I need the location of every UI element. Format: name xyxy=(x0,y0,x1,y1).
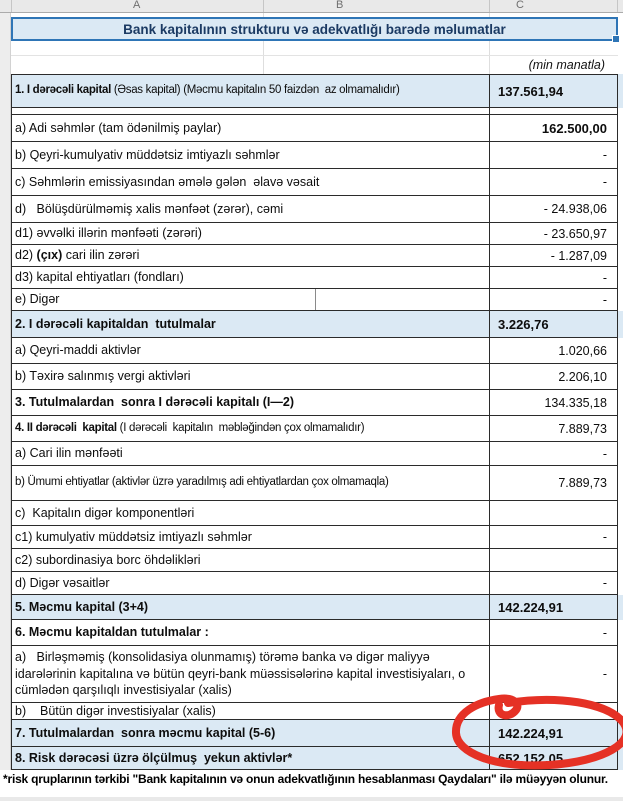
unit-note-cell[interactable] xyxy=(11,55,618,74)
table-row xyxy=(11,115,623,142)
row-2-deductions-label[interactable]: 2. I dərəcəli kapitaldan tutulmalar xyxy=(11,311,489,338)
column-header-c[interactable]: C xyxy=(516,0,524,11)
row-7-capital-after-deductions-label[interactable]: 7. Tutulmalardan sonra məcmu kapital (5-6) xyxy=(11,720,489,747)
row-4a-value[interactable]: - xyxy=(489,442,618,466)
sheet-title-cell[interactable] xyxy=(11,17,618,41)
row-1d-value[interactable]: - 24.938,06 xyxy=(489,196,618,223)
row-6a-value[interactable]: - xyxy=(489,646,618,703)
row-1d-label[interactable]: d) Bölüşdürülməmiş xalis mənfəət (zərər), cəmi xyxy=(11,196,489,223)
row-4d-label[interactable]: d) Digər vəsaitlər xyxy=(11,572,489,595)
table-row xyxy=(11,142,623,169)
row-1d2-value[interactable]: - 1.287,09 xyxy=(489,245,618,267)
table-row xyxy=(11,416,623,442)
row-4c2-label[interactable]: c2) subordinasiya borc öhdəlikləri xyxy=(11,549,489,572)
row-1b-label[interactable]: b) Qeyri-kumulyativ müddətsiz imtiyazlı səhmlər xyxy=(11,142,489,169)
column-header-strip xyxy=(0,0,623,13)
row-8-risk-weighted-assets-label[interactable]: 8. Risk dərəcəsi üzrə ölçülmuş yekun aktivlər* xyxy=(11,747,489,770)
table-row xyxy=(11,245,623,267)
table-row xyxy=(11,526,623,549)
table-row xyxy=(11,390,623,416)
row-2a-value[interactable]: 1.020,66 xyxy=(489,338,618,364)
row-2b-value[interactable]: 2.206,10 xyxy=(489,364,618,390)
row-1b-value[interactable]: - xyxy=(489,142,618,169)
table-row xyxy=(11,549,623,572)
table-row xyxy=(11,289,623,311)
row-1e-value[interactable]: - xyxy=(489,289,618,311)
row-4-value[interactable]: 7.889,73 xyxy=(489,416,618,442)
row-4c1-label[interactable]: c1) kumulyativ müddətsiz imtiyazlı səhmlər xyxy=(11,526,489,549)
row-3-value[interactable]: 134.335,18 xyxy=(489,390,618,416)
column-divider xyxy=(11,0,12,12)
sheet-title: Bank kapitalının strukturu və adekvatlığı barədə məlumatlar xyxy=(123,21,506,37)
selection-fill-handle[interactable] xyxy=(612,35,620,43)
row-2-value[interactable]: 3.226,76 xyxy=(489,311,618,338)
column-divider xyxy=(489,0,490,12)
table-row xyxy=(11,169,623,196)
table-row xyxy=(11,720,623,747)
unit-note: (min manatla) xyxy=(528,58,605,72)
table-row xyxy=(11,74,623,108)
row-1e-label[interactable]: e) Digər xyxy=(11,289,489,311)
row-6b-label[interactable]: b) Bütün digər investisiyalar (xalis) xyxy=(11,703,489,720)
table-row xyxy=(11,646,623,703)
row-4c-value[interactable] xyxy=(489,501,618,526)
row-1d1-value[interactable]: - 23.650,97 xyxy=(489,223,618,245)
row-4b-value[interactable]: 7.889,73 xyxy=(489,466,618,501)
table-row xyxy=(11,338,623,364)
row-1a-value[interactable]: 162.500,00 xyxy=(489,115,618,142)
table-row xyxy=(11,466,623,501)
row-4c2-value[interactable] xyxy=(489,549,618,572)
table-row xyxy=(11,747,623,770)
row-4b-label[interactable]: b) Ümumi ehtiyatlar (aktivlər üzrə yaradılmış adi ehtiyatlardan çox olmamaqla) xyxy=(11,466,489,501)
row-1-tier1-capital-label[interactable]: 1. I dərəcəli kapital (Əsas kapital) (Məcmu kapitalın 50 faizdən az olmamalıdır) xyxy=(11,74,489,108)
row-1d2-label[interactable]: d2) (çıx) cari ilin zərəri xyxy=(11,245,489,267)
row-8-value[interactable]: 652.152,05 xyxy=(489,747,618,770)
column-divider xyxy=(617,0,618,12)
row-6-total-deductions-label[interactable]: 6. Məcmu kapitaldan tutulmalar : xyxy=(11,620,489,646)
table-row xyxy=(11,364,623,390)
row-3-tier1-after-deductions-label[interactable]: 3. Tutulmalardan sonra I dərəcəli kapitalı (I—2) xyxy=(11,390,489,416)
row-5-total-capital-label[interactable]: 5. Məcmu kapital (3+4) xyxy=(11,595,489,620)
column-divider xyxy=(263,0,264,12)
table-row xyxy=(11,196,623,223)
row-4c-label[interactable]: c) Kapitalın digər komponentləri xyxy=(11,501,489,526)
row-4d-value[interactable]: - xyxy=(489,572,618,595)
row-1d3-value[interactable]: - xyxy=(489,267,618,289)
row-number-gutter xyxy=(0,13,11,770)
row-1a-label[interactable]: a) Adi səhmlər (tam ödənilmiş paylar) xyxy=(11,115,489,142)
row-7-value-circled[interactable]: 142.224,91 xyxy=(489,720,618,747)
table-row xyxy=(11,267,623,289)
capital-table xyxy=(11,74,623,770)
footnote-text: *risk qruplarının tərkibi "Bank kapitalının və onun adekvatlığının hesablanması Qaydaları" ilə müəyyən olunur. xyxy=(3,772,608,786)
table-row xyxy=(11,595,623,620)
next-row-edge xyxy=(0,797,623,801)
table-row xyxy=(11,703,623,720)
row-1c-value[interactable]: - xyxy=(489,169,618,196)
table-row xyxy=(11,223,623,245)
row-1d3-label[interactable]: d3) kapital ehtiyatları (fondları) xyxy=(11,267,489,289)
table-row xyxy=(11,620,623,646)
row-1c-label[interactable]: c) Səhmlərin emissiyasından əmələ gələn əlavə vəsait xyxy=(11,169,489,196)
row-2a-label[interactable]: a) Qeyri-maddi aktivlər xyxy=(11,338,489,364)
table-row xyxy=(11,311,623,338)
column-header-b[interactable]: B xyxy=(336,0,344,11)
row-4-tier2-capital-label[interactable]: 4. II dərəcəli kapital (I dərəcəli kapitalın məbləğindən çox olmamalıdır) xyxy=(11,416,489,442)
column-header-a[interactable]: A xyxy=(133,0,141,11)
row-6-value[interactable]: - xyxy=(489,620,618,646)
table-row xyxy=(11,442,623,466)
spacer-row xyxy=(11,108,623,115)
table-row xyxy=(11,572,623,595)
row-6a-label[interactable]: a) Birləşməmiş (konsolidasiya olunmamış) törəmə banka və digər maliyyə idarələrinin kapitalına və bütün qeyri-bank müəssisələrinə kapital investisiyaları, o cümlədən qarşılıqlı investisiyalar (xalis) xyxy=(11,646,489,703)
row-5-value[interactable]: 142.224,91 xyxy=(489,595,618,620)
row-6b-value[interactable]: - xyxy=(489,703,618,720)
table-row xyxy=(11,501,623,526)
row-2b-label[interactable]: b) Təxirə salınmış vergi aktivləri xyxy=(11,364,489,390)
row-4a-label[interactable]: a) Cari ilin mənfəəti xyxy=(11,442,489,466)
row-1d1-label[interactable]: d1) əvvəlki illərin mənfəəti (zərəri) xyxy=(11,223,489,245)
row-1-value[interactable]: 137.561,94 xyxy=(489,74,618,108)
row-4c1-value[interactable]: - xyxy=(489,526,618,549)
cell-divider xyxy=(315,289,316,310)
